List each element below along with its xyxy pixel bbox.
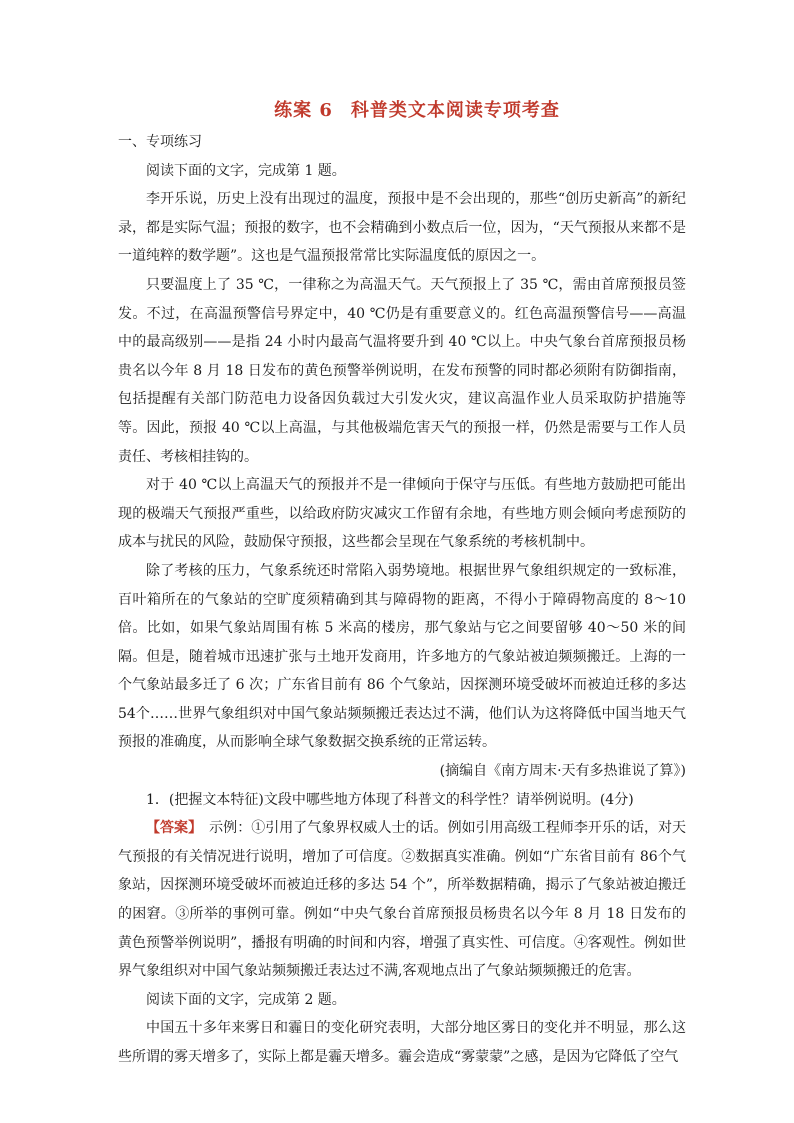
passage-1-source: (摘编自《南方周末·天有多热谁说了算》) [439,763,686,780]
passage-1-paragraph: 李开乐说，历史上没有出现过的温度，预报中是不会出现的，那些“创历史新高”的新纪录，都是实际气温；预报的数字，也不会精确到小数点后一位，因为，“天气预报从来都不是一道纯粹的数学题”。这也是气温预报常常比实际温度低的原因之一。 [118,191,686,265]
page-title [0,96,794,122]
passage-2-paragraph: 中国五十多年来雾日和霾日的变化研究表明，大部分地区雾日的变化并不明显，那么这些所谓的雾天增多了，实际上都是霾天增多。霾会造成“雾蒙蒙”之感，是因为它降低了空气 [118,1020,686,1065]
answer-tag: 【答案】 [146,820,196,837]
answer-1 [118,814,686,986]
title-prefix: 练案 6 [274,100,333,121]
instruction-1: 阅读下面的文字，完成第 1 题。 [146,162,346,179]
answer-1-text: 示例：①引用了气象界权威人士的话。例如引用高级工程师李开乐的话，对天气预报的有关情况进行说明，增加了可信度。②数据真实准确。例如“广东省目前有 86个气象站，因探测环境受破坏而被迫迁移的多达 54 个”，所举数据精确，揭示了气象站被迫搬迁的困窘。③所举的事例可靠。例如“中央气象台首席预报员杨贵名以今年 8 月 18 日发布的黄色预警举例说明”，播报有明确的时间和内容，增强了真实性、可信度。④客观性。例如世界气象组织对中国气象站频频搬迁表达过不满,客观地点出了气象站频频搬迁的危害。 [118,820,687,980]
passage-1-paragraph: 只要温度上了 35 ℃，一律称之为高温天气。天气预报上了 35 ℃，需由首席预报员签发。不过，在高温预警信号界定中，40 ℃仍是有重要意义的。红色高温预警信号——高温中的最高级别——是指 24 小时内最高气温将要升到 40 ℃以上。中央气象台首席预报员杨贵名以今年 8 月 18 日发布的黄色预警举例说明，在发布预警的同时都必须附有防御指南，包括提醒有关部门防范电力设备因负载过大引发火灾，建议高温作业人员采取防护措施等等。因此，预报 40 ℃以上高温，与其他极端危害天气的预报一样，仍然是需要与工作人员责任、考核相挂钩的。 [118,276,686,465]
title-main: 科普类文本阅读专项考查 [350,100,560,121]
instruction-2: 阅读下面的文字，完成第 2 题。 [146,991,346,1008]
section-heading: 一、专项练习 [118,134,202,150]
document-body [118,128,686,1072]
question-1: 1．(把握文本特征)文段中哪些地方体现了科普文的科学性？请举例说明。(4分) [146,791,634,808]
passage-1-paragraph: 对于 40 ℃以上高温天气的预报并不是一律倾向于保守与压低。有些地方鼓励把可能出现的极端天气预报严重些，以给政府防灾减灾工作留有余地，有些地方则会倾向考虑预防的成本与扰民的风险，鼓励保守预报，这些都会呈现在气象系统的考核机制中。 [118,477,686,551]
passage-1-paragraph: 除了考核的压力，气象系统还时常陷入弱势境地。根据世界气象组织规定的一致标准，百叶箱所在的气象站的空旷度须精确到其与障碍物的距离，不得小于障碍物高度的 8～10倍。比如，如果气象站周围有栋 5 米高的楼房，那气象站与它之间要留够 40～50 米的间隔。但是，随着城市迅速扩张与土地开发商用，许多地方的气象站被迫频频搬迁。上海的一个气象站最多迁了 6 次；广东省目前有 86 个气象站，因探测环境受破坏而被迫迁移的多达 54个……世界气象组织对中国气象站频频搬迁表达过不满，他们认为这将降低中国当地天气预报的准确度，从而影响全球气象数据交换系统的正常运转。 [118,562,686,751]
